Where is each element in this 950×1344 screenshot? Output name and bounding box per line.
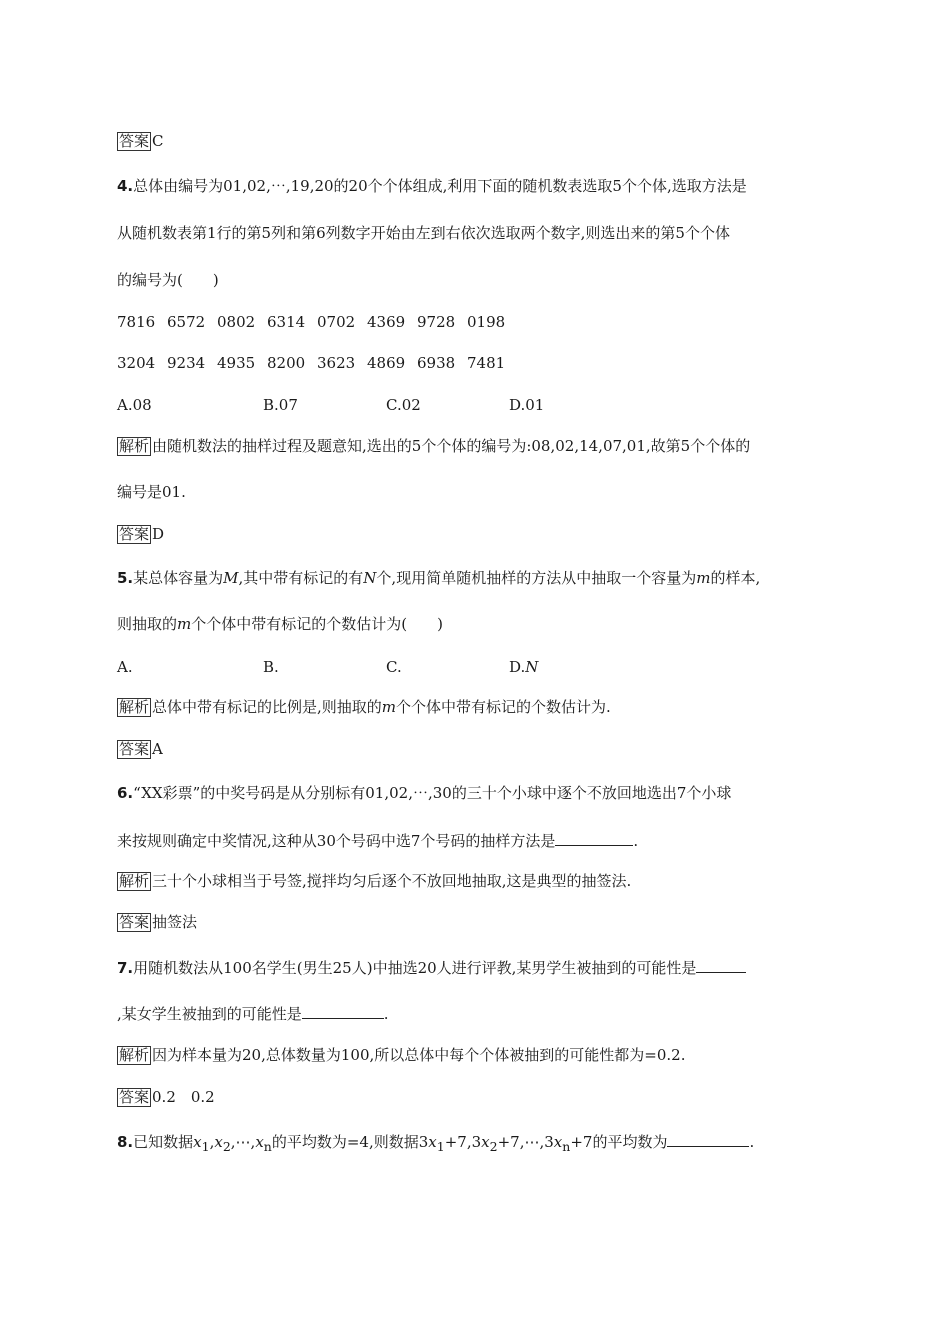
fill-in-blank[interactable] (555, 830, 633, 846)
q8-text: 的平均数为=4,则数据 (271, 1133, 419, 1151)
q5-options (117, 657, 538, 677)
answer-value: 0.2 0.2 (152, 1088, 215, 1106)
option-c: C.02 (386, 396, 421, 414)
answer-value: 抽签法 (152, 913, 198, 931)
q4-text-2: 从随机数表第1行的第5列和第6列数字开始由左到右依次选取两个数字,则选出来的第5个个体 (117, 224, 730, 242)
q4-text-3: 的编号为( ) (117, 271, 219, 289)
q8-line (117, 1131, 754, 1157)
subscript: 1 (436, 1139, 445, 1154)
random-number: 0702 (317, 313, 356, 331)
q8-text: +7 (570, 1133, 593, 1151)
random-number: 8200 (267, 354, 306, 372)
random-number: 6938 (417, 354, 456, 372)
q7-text-2: ,某女学生被抽到的可能性是 (117, 1005, 302, 1023)
random-number: 0802 (217, 313, 256, 331)
q4-analysis-line1 (117, 436, 750, 456)
analysis-text: 因为样本量为20,总体数量为100,所以总体中每个个体被抽到的可能性都为=0.2. (152, 1046, 686, 1064)
q5-text: 个个体中带有标记的个数估计为( ) (191, 615, 443, 633)
q6-text-1: “XX彩票”的中奖号码是从分别标有01,02,⋯,30的三十个小球中逐个不放回地选出7个小球 (133, 784, 732, 802)
random-table-row-1 (117, 312, 517, 332)
answer-value: A (152, 740, 163, 758)
q5-analysis (117, 697, 611, 717)
question-number: 5. (117, 569, 134, 587)
coefficient: 3 (418, 1133, 429, 1151)
variable-x: x (255, 1133, 264, 1151)
separator: ,⋯, (230, 1133, 256, 1151)
q7-line1 (117, 957, 746, 978)
q5-text: 个,现用简单随机抽样的方法从中抽取一个容量为 (376, 569, 697, 587)
analysis-text: 编号是01. (117, 483, 186, 501)
q8-text: 的平均数为 (592, 1133, 668, 1151)
option-b: B.07 (263, 396, 298, 414)
answer-tag: 答案 (119, 132, 150, 150)
variable-x: x (481, 1133, 490, 1151)
q4-analysis-line2 (117, 482, 186, 502)
analysis-tag: 解析 (119, 698, 150, 716)
fill-in-blank[interactable] (667, 1131, 749, 1147)
period: . (749, 1133, 755, 1151)
option-a: A.08 (117, 396, 152, 414)
fill-in-blank[interactable] (696, 957, 746, 973)
q4-line2 (117, 223, 730, 243)
analysis-tag: 解析 (119, 1046, 150, 1064)
q4-line1 (117, 176, 747, 196)
variable-n-upper: N (525, 658, 539, 676)
coefficient: 3 (471, 1133, 482, 1151)
variable-m: m (177, 615, 192, 633)
random-table-row-2 (117, 353, 517, 373)
subscript: 2 (222, 1139, 231, 1154)
random-number: 9234 (167, 354, 206, 372)
q5-line1 (117, 568, 760, 588)
q6-line2 (117, 830, 638, 851)
random-number: 0198 (467, 313, 506, 331)
q7-analysis (117, 1045, 685, 1065)
separator: , (209, 1133, 215, 1151)
random-number: 7816 (117, 313, 156, 331)
question-number: 4. (117, 177, 134, 195)
analysis-text: 个个体中带有标记的个数估计为. (396, 698, 611, 716)
q5-line2 (117, 614, 443, 634)
analysis-text: 三十个小球相当于号签,搅拌均匀后逐个不放回地抽取,这是典型的抽签法. (152, 872, 632, 890)
q4-answer (117, 524, 164, 544)
answer-value: D (152, 525, 165, 543)
period: . (383, 1005, 389, 1023)
option-c: C. (386, 658, 402, 676)
variable-n-upper: N (363, 569, 377, 587)
variable-m: m (381, 698, 397, 716)
option-a: A. (117, 658, 133, 676)
random-number: 9728 (417, 313, 456, 331)
question-number: 8. (117, 1133, 134, 1151)
answer-tag: 答案 (119, 740, 150, 758)
random-number: 7481 (467, 354, 506, 372)
period: . (633, 832, 639, 850)
question-number: 6. (117, 784, 134, 802)
q6-line1 (117, 783, 731, 803)
random-number: 3204 (117, 354, 156, 372)
fill-in-blank[interactable] (302, 1003, 384, 1019)
q4-line3 (117, 270, 219, 290)
q4-text-1: 总体由编号为01,02,⋯,19,20的20个个体组成,利用下面的随机数表选取5个个体,选取方法是 (133, 177, 747, 195)
random-number: 4869 (367, 354, 406, 372)
q8-text: 已知数据 (133, 1133, 194, 1151)
variable-x: x (214, 1133, 223, 1151)
q6-answer (117, 912, 197, 932)
variable-x: x (193, 1133, 202, 1151)
answer-tag: 答案 (119, 525, 150, 543)
answer-value: C (152, 132, 164, 150)
q7-text-1: 用随机数法从100名学生(男生25人)中抽选20人进行评教,某男学生被抽到的可能性是 (133, 959, 697, 977)
variable-m-upper: M (223, 569, 239, 587)
q7-answer (117, 1087, 215, 1107)
q8-text: +7,⋯, (497, 1133, 545, 1151)
variable-x: x (428, 1133, 437, 1151)
analysis-text: 总体中带有标记的比例是,则抽取的 (152, 698, 382, 716)
random-number: 6314 (267, 313, 306, 331)
answer-tag: 答案 (119, 913, 150, 931)
q8-text: +7, (444, 1133, 472, 1151)
subscript: 2 (489, 1139, 498, 1154)
option-d (509, 657, 538, 677)
analysis-tag: 解析 (119, 872, 150, 890)
q5-text: 某总体容量为 (133, 569, 224, 587)
analysis-text: 由随机数法的抽样过程及题意知,选出的5个个体的编号为:08,02,14,07,01,故第5个个体的 (152, 437, 751, 455)
q7-line2 (117, 1003, 389, 1024)
random-number: 4935 (217, 354, 256, 372)
subscript: 1 (201, 1139, 210, 1154)
answer-tag: 答案 (119, 1088, 150, 1106)
q6-text-2: 来按规则确定中奖情况,这种从30个号码中选7个号码的抽样方法是 (117, 832, 556, 850)
subscript: n (562, 1139, 571, 1154)
variable-m: m (696, 569, 711, 587)
analysis-tag: 解析 (119, 437, 150, 455)
option-b: B. (263, 658, 279, 676)
q5-answer (117, 739, 163, 759)
option-d: D.01 (509, 396, 545, 414)
q6-analysis (117, 871, 631, 891)
question-number: 7. (117, 959, 134, 977)
random-number: 6572 (167, 313, 206, 331)
coefficient: 3 (544, 1133, 554, 1151)
q5-text: 则抽取的 (117, 615, 178, 633)
q5-text: 的样本, (710, 569, 761, 587)
q5-text: ,其中带有标记的有 (238, 569, 364, 587)
prev-answer-line (117, 131, 164, 151)
random-number: 4369 (367, 313, 406, 331)
random-number: 3623 (317, 354, 356, 372)
option-d-label: D. (509, 658, 526, 676)
q4-options (117, 395, 544, 415)
variable-x: x (553, 1133, 563, 1151)
subscript: n (263, 1139, 272, 1154)
